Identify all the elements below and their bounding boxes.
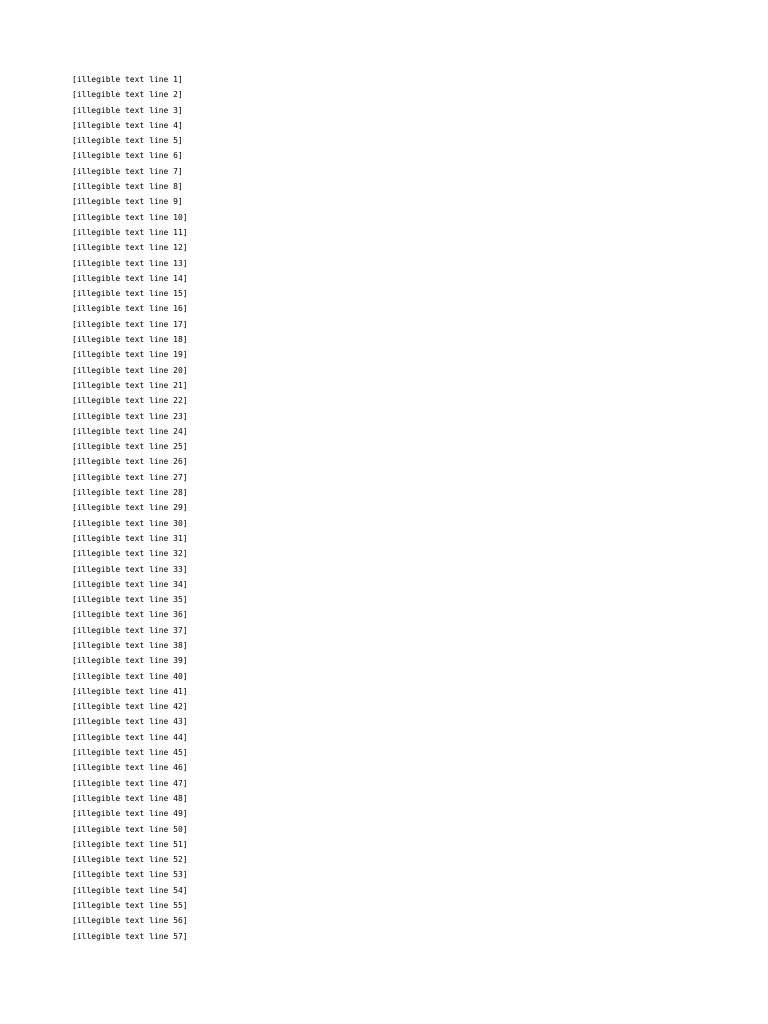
text-line: [illegible text line 23] [72,411,188,421]
text-line: [illegible text line 25] [72,442,188,452]
text-line: [illegible text line 1] [72,75,183,84]
text-line: [illegible text line 11] [72,227,188,237]
text-line: [illegible text line 21] [72,380,188,390]
text-line: [illegible text line 26] [72,457,188,467]
text-line: [illegible text line 48] [72,793,188,803]
text-line: [illegible text line 28] [72,488,188,498]
text-line: [illegible text line 3] [72,105,183,115]
text-line: [illegible text line 55] [72,901,188,911]
text-line: [illegible text line 5] [72,136,183,146]
text-line: [illegible text line 53] [72,870,188,880]
text-line: [illegible text line 34] [72,579,188,589]
text-line: [illegible text line 30] [72,518,188,528]
text-line: [illegible text line 41] [72,686,188,696]
text-line: [illegible text line 13] [72,258,188,268]
text-line: [illegible text line 52] [72,855,188,865]
text-line: [illegible text line 46] [72,763,188,773]
text-line: [illegible text line 57] [72,931,188,941]
text-line: [illegible text line 56] [72,916,188,926]
text-line: [illegible text line 4] [72,120,183,130]
text-line: [illegible text line 35] [72,595,188,605]
document-page [72,72,696,942]
text-line: [illegible text line 37] [72,625,188,635]
text-line: [illegible text line 32] [72,549,188,559]
text-line: [illegible text line 31] [72,533,188,543]
text-line: [illegible text line 42] [72,702,188,712]
text-line: [illegible text line 27] [72,472,188,482]
text-line: [illegible text line 8] [72,182,183,192]
text-line: [illegible text line 2] [72,90,183,100]
text-line: [illegible text line 38] [72,640,188,650]
text-line: [illegible text line 29] [72,503,188,513]
text-line: [illegible text line 49] [72,809,188,819]
text-line: [illegible text line 12] [72,243,188,253]
text-line: [illegible text line 44] [72,732,188,742]
text-line: [illegible text line 43] [72,717,188,727]
text-line: [illegible text line 40] [72,671,188,681]
text-line: [illegible text line 17] [72,319,188,329]
text-line: [illegible text line 54] [72,885,188,895]
text-line: [illegible text line 6] [72,151,183,161]
text-line: [illegible text line 24] [72,426,188,436]
text-line: [illegible text line 19] [72,350,188,360]
text-line: [illegible text line 18] [72,335,188,345]
text-line: [illegible text line 16] [72,304,188,314]
text-line: [illegible text line 14] [72,273,188,283]
text-line: [illegible text line 15] [72,289,188,299]
text-line: [illegible text line 47] [72,778,188,788]
text-line: [illegible text line 39] [72,656,188,666]
text-line: [illegible text line 22] [72,396,188,406]
text-line: [illegible text line 45] [72,748,188,758]
text-line: [illegible text line 33] [72,564,188,574]
text-line: [illegible text line 50] [72,824,188,834]
text-line: [illegible text line 7] [72,166,183,176]
text-line: [illegible text line 9] [72,197,183,207]
text-line: [illegible text line 20] [72,365,188,375]
text-line: [illegible text line 51] [72,839,188,849]
text-line: [illegible text line 36] [72,610,188,620]
text-line: [illegible text line 10] [72,212,188,222]
